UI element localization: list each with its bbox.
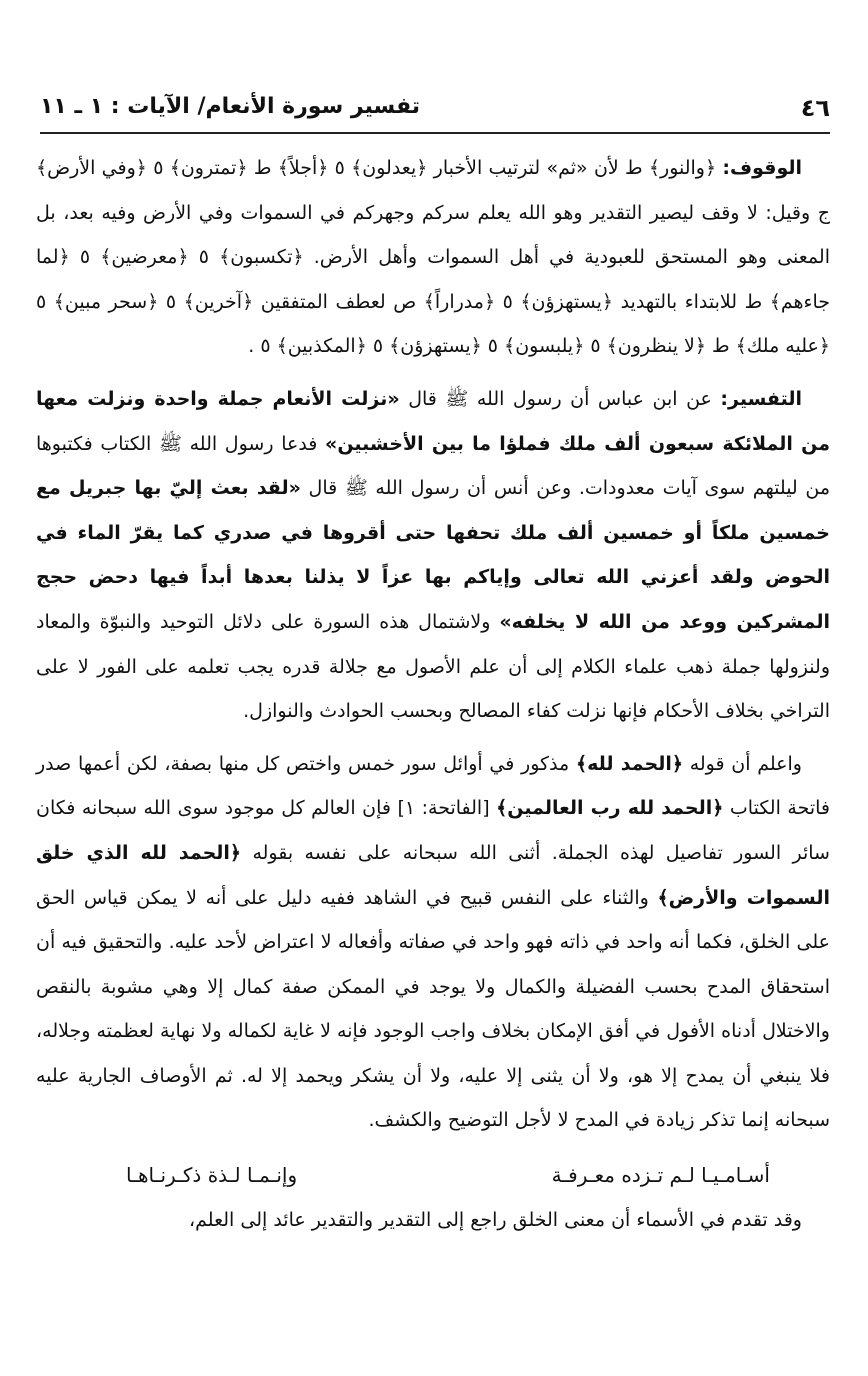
hamd-text-3: [الفاتحة: ١] فإن العالم كل موجود سوى الله سبحانه فكان سائر السور تفاصيل لهذه الجملة. أثنى الله سبحانه على نفسه بقوله — [36, 797, 830, 864]
verse-hemistich-1: أسـامـيـا لـم تـزده معـرفـة — [551, 1163, 770, 1188]
hamd-paragraph — [36, 742, 830, 1143]
hamd-text-1: واعلم أن قوله — [689, 752, 802, 775]
quran-quote-3: ﴿الحمد لله الذي خلق السموات والأرض﴾ — [36, 841, 831, 909]
hamd-text-4: والثناء على النفس قبيح في الشاهد ففيه دليل على أنه لا يمكن قياس الحق على الخلق، فكما أنه واحد في ذاته فهو واحد في صفاته وأفعاله لا اعتراض لأحد عليه. والتحقيق فيه أن استحقاق المدح بحسب الفضيلة والكمال ولا يوجد في الممكن صفة كمال إلا وهي مشوبة بالنقص والاختلال أدناه الأفول في أفق الإمكان بخلاف واجب الوجود فإنه لا غاية لكماله ولا نهاية لعظمته وجلاله، فلا ينبغي أن يمدح إلا هو، ولا أن يثنى إلا عليه، ولا أن يشكر ويحمد إلا له. ثم الأوصاف الجارية عليه سبحانه إنما تذكر زيادة في المدح لا لأجل التوضيح والكشف. — [36, 886, 830, 1132]
verse-hemistich-2: وإنـمـا لـذة ذكـرنـاهـا — [126, 1163, 298, 1188]
page-body — [36, 146, 830, 1242]
page-number: ٤٦ — [800, 94, 830, 122]
waqf-paragraph — [36, 146, 830, 369]
closing-paragraph — [36, 1198, 830, 1243]
hadith-quote-2: «لقد بعث إليّ بها جبريل مع خمسين ملكاً أو خمسين ألف ملك تحفها حتى أقروها في صدري كما يقرّ الماء في الحوض ولقد أعزني الله تعالى وإياكم بها عزاً لا يذلنا بعدها أبداً فيها دحض حجج المشركين ووعد من الله لا يخلفه» — [36, 477, 830, 633]
poetry-verse — [36, 1153, 830, 1198]
tafsir-paragraph — [36, 377, 830, 734]
quran-quote-1: ﴿الحمد لله﴾ — [575, 752, 683, 775]
waqf-text: ﴿والنور﴾ ط لأن «ثم» لترتيب الأخبار ﴿يعدلون﴾ ٥ ﴿أجلاً﴾ ط ﴿تمترون﴾ ٥ ﴿وفي الأرض﴾ ج وقيل: لا وقف ليصير التقدير وهو الله يعلم سركم وجهركم في السموات وفي الأرض وفيه بعد، بل المعنى وهو المستحق للعبودية في أهل السموات وأهل الأرض. ﴿تكسبون﴾ ٥ ﴿معرضين﴾ ٥ ﴿لما جاءهم﴾ ط للابتداء بالتهديد ﴿يستهزؤن﴾ ٥ ﴿مدراراً﴾ ص لعطف المتفقين ﴿آخرين﴾ ٥ ﴿سحر مبين﴾ ٥ ﴿عليه ملك﴾ ط ﴿لا ينظرون﴾ ٥ ﴿يلبسون﴾ ٥ ﴿يستهزؤن﴾ ٥ ﴿المكذبين﴾ ٥ . — [36, 157, 830, 358]
waqf-label: الوقوف: — [722, 157, 803, 179]
tafsir-text-2: فدعا رسول الله ﷺ الكتاب فكتبوها من ليلتهم سوى آيات معدودات. وعن أنس أن رسول الله ﷺ قال — [36, 432, 830, 500]
running-title: تفسير سورة الأنعام/ الآيات : ١ ـ ١١ — [40, 94, 421, 119]
closing-text: وقد تقدم في الأسماء أن معنى الخلق راجع إلى التقدير والتقدير عائد إلى العلم، — [189, 1208, 802, 1231]
page-header — [40, 92, 830, 134]
tafsir-label: التفسير: — [720, 387, 802, 410]
tafsir-text-1: عن ابن عباس أن رسول الله ﷺ قال — [408, 387, 712, 410]
tafsir-text-3: ولاشتمال هذه السورة على دلائل التوحيد والنبوّة والمعاد ولنزولها جملة ذهب علماء الكلام إلى أن علم الأصول مع جلالة قدره يجب تعلمه على الفور لا على التراخي بخلاف الأحكام فإنها نزلت كفاء المصالح وبحسب الحوادث والنوازل. — [36, 610, 830, 723]
hamd-text-2: مذكور في أوائل سور خمس واختص كل منها بصفة، لكن أعمها صدر فاتحة الكتاب — [36, 752, 830, 820]
hadith-quote-1: «نزلت الأنعام جملة واحدة ونزلت معها من الملائكة سبعون ألف ملك فملؤا ما بين الأخشبين» — [36, 387, 830, 455]
quran-quote-2: ﴿الحمد لله رب العالمين﴾ — [496, 797, 724, 820]
